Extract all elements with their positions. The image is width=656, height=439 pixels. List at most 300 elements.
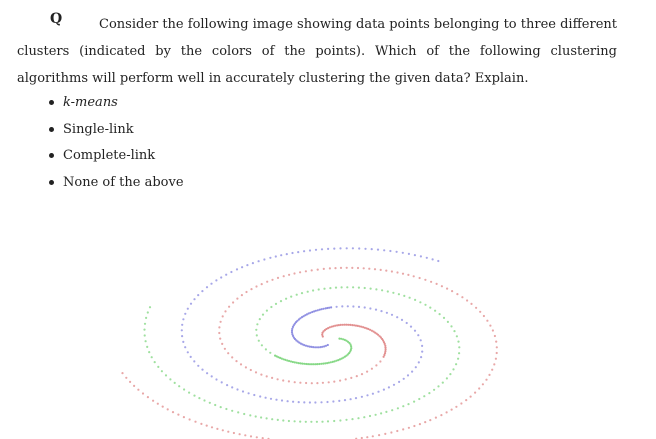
data-point <box>435 417 437 419</box>
data-point <box>440 414 442 416</box>
data-point <box>303 250 305 252</box>
data-point <box>340 324 342 326</box>
answer-options <box>48 91 184 198</box>
data-point <box>219 338 221 340</box>
data-point <box>389 250 391 252</box>
data-point <box>218 332 220 334</box>
data-point <box>265 397 267 399</box>
data-point <box>137 389 139 391</box>
data-point <box>330 361 332 363</box>
data-point <box>323 268 325 270</box>
data-point <box>250 369 252 371</box>
data-point <box>214 404 216 406</box>
data-point <box>322 363 324 365</box>
data-point <box>314 401 316 403</box>
data-point <box>489 325 491 327</box>
data-point <box>310 421 312 423</box>
data-point <box>339 247 341 249</box>
data-point <box>246 264 248 266</box>
data-point <box>250 288 252 290</box>
data-point <box>258 260 260 262</box>
data-point <box>182 341 184 343</box>
data-point <box>458 352 460 354</box>
data-point <box>402 252 404 254</box>
data-point <box>369 307 371 309</box>
data-point <box>443 317 445 319</box>
data-point <box>449 373 451 375</box>
data-point <box>266 310 268 312</box>
data-point <box>236 268 238 270</box>
data-point <box>201 290 203 292</box>
data-point <box>169 378 171 380</box>
data-point <box>266 375 268 377</box>
data-point <box>371 248 373 250</box>
data-point <box>380 269 382 271</box>
data-point <box>384 433 386 435</box>
data-point <box>152 400 154 402</box>
data-point <box>320 346 322 348</box>
data-point <box>340 267 342 269</box>
data-point <box>495 341 497 343</box>
data-point <box>256 436 258 438</box>
data-point <box>406 322 408 324</box>
data-point <box>369 415 371 417</box>
data-point <box>225 274 227 276</box>
data-point <box>172 411 174 413</box>
data-point <box>233 432 235 434</box>
data-point <box>457 358 459 360</box>
data-point <box>403 295 405 297</box>
data-point <box>206 286 208 288</box>
data-point <box>318 288 320 290</box>
data-point <box>434 310 436 312</box>
data-point <box>391 409 393 411</box>
data-point <box>230 271 232 273</box>
data-point <box>271 377 273 379</box>
data-point <box>384 347 386 349</box>
data-point <box>418 361 420 363</box>
data-point <box>419 301 421 303</box>
data-point <box>274 355 276 357</box>
data-point <box>316 346 318 348</box>
spiral-clusters-figure <box>0 200 656 439</box>
data-point <box>148 351 150 353</box>
data-point <box>181 329 183 331</box>
data-point <box>315 363 317 365</box>
data-point <box>341 286 343 288</box>
data-point <box>418 398 420 400</box>
data-point <box>149 306 151 308</box>
data-point <box>341 305 343 307</box>
data-point <box>197 365 199 367</box>
data-point <box>478 387 480 389</box>
data-point <box>329 287 331 289</box>
data-point <box>417 334 419 336</box>
data-point <box>226 384 228 386</box>
data-point <box>335 360 337 362</box>
data-point <box>201 369 203 371</box>
data-point <box>183 388 185 390</box>
data-point <box>312 289 314 291</box>
data-point <box>356 375 358 377</box>
data-point <box>335 287 337 289</box>
data-point <box>260 374 262 376</box>
data-point <box>358 287 360 289</box>
data-point <box>320 363 322 365</box>
data-point <box>266 281 268 283</box>
data-point <box>410 326 412 328</box>
data-point <box>215 378 217 380</box>
data-point <box>283 275 285 277</box>
data-point <box>266 417 268 419</box>
data-point <box>255 329 257 331</box>
data-point <box>161 370 163 372</box>
data-point <box>258 340 260 342</box>
data-point <box>428 392 430 394</box>
data-point <box>248 392 250 394</box>
data-point <box>288 274 290 276</box>
data-point <box>393 384 395 386</box>
data-point <box>329 267 331 269</box>
data-point <box>231 410 233 412</box>
data-point <box>413 425 415 427</box>
data-point <box>450 325 452 327</box>
data-point <box>447 321 449 323</box>
option-single-link: Single-link <box>48 118 184 145</box>
data-point <box>372 435 374 437</box>
data-point <box>259 318 261 320</box>
data-point <box>193 298 195 300</box>
data-point <box>309 312 311 314</box>
data-point <box>345 419 347 421</box>
data-point <box>352 286 354 288</box>
data-point <box>220 321 222 323</box>
data-point <box>193 360 195 362</box>
data-point <box>358 247 360 249</box>
data-point <box>364 287 366 289</box>
data-point <box>403 378 405 380</box>
data-point <box>430 281 432 283</box>
data-point <box>290 360 292 362</box>
data-point <box>320 401 322 403</box>
data-point <box>424 421 426 423</box>
data-point <box>368 268 370 270</box>
data-point <box>407 374 409 376</box>
data-point <box>452 368 454 370</box>
data-point <box>344 399 346 401</box>
data-point <box>374 268 376 270</box>
data-point <box>144 323 146 325</box>
data-point <box>167 408 169 410</box>
data-point <box>299 362 301 364</box>
data-point <box>121 372 123 374</box>
data-point <box>326 401 328 403</box>
data-point <box>200 423 202 425</box>
data-point <box>342 324 344 326</box>
data-point <box>320 308 322 310</box>
data-point <box>210 283 212 285</box>
data-point <box>277 419 279 421</box>
data-point <box>303 363 305 365</box>
data-point <box>465 399 467 401</box>
data-point <box>292 401 294 403</box>
data-point <box>288 380 290 382</box>
data-point <box>231 356 233 358</box>
data-point <box>426 257 428 259</box>
data-point <box>245 366 247 368</box>
data-point <box>280 300 282 302</box>
data-point <box>240 363 242 365</box>
data-point <box>496 346 498 348</box>
data-point <box>372 393 374 395</box>
data-point <box>277 277 279 279</box>
data-point <box>184 346 186 348</box>
data-point <box>275 399 277 401</box>
data-point <box>305 270 307 272</box>
data-point <box>255 285 257 287</box>
data-point <box>378 434 380 436</box>
data-point <box>391 270 393 272</box>
data-point <box>129 381 131 383</box>
data-point <box>442 382 444 384</box>
data-point <box>147 396 149 398</box>
data-point <box>256 334 258 336</box>
data-point <box>227 431 229 433</box>
data-point <box>366 371 368 373</box>
data-point <box>349 324 351 326</box>
data-point <box>351 418 353 420</box>
data-point <box>424 304 426 306</box>
data-point <box>414 299 416 301</box>
data-point <box>270 306 272 308</box>
data-point <box>154 361 156 363</box>
data-point <box>385 270 387 272</box>
data-point <box>398 293 400 295</box>
data-point <box>301 292 303 294</box>
data-point <box>328 307 330 309</box>
data-point <box>346 324 348 326</box>
data-point <box>429 307 431 309</box>
data-point <box>225 408 227 410</box>
data-point <box>347 305 349 307</box>
data-point <box>125 377 127 379</box>
data-point <box>402 405 404 407</box>
data-point <box>361 373 363 375</box>
data-point <box>479 311 481 313</box>
data-point <box>216 428 218 430</box>
data-point <box>429 419 431 421</box>
data-point <box>396 316 398 318</box>
data-point <box>222 429 224 431</box>
data-point <box>423 395 425 397</box>
data-point <box>190 303 192 305</box>
data-point <box>383 356 385 358</box>
data-point <box>265 348 267 350</box>
data-point <box>227 352 229 354</box>
data-point <box>326 362 328 364</box>
data-point <box>346 286 348 288</box>
data-point <box>292 361 294 363</box>
data-point <box>243 413 245 415</box>
data-point <box>307 291 309 293</box>
data-point <box>322 308 324 310</box>
data-point <box>461 296 463 298</box>
data-point <box>146 346 148 348</box>
data-point <box>287 400 289 402</box>
data-point <box>236 298 238 300</box>
data-point <box>181 324 183 326</box>
data-point <box>333 420 335 422</box>
data-point <box>396 430 398 432</box>
data-point <box>261 344 263 346</box>
data-point <box>220 406 222 408</box>
data-point <box>364 306 366 308</box>
data-point <box>157 366 159 368</box>
data-point <box>420 356 422 358</box>
data-point <box>296 294 298 296</box>
data-point <box>485 379 487 381</box>
data-point <box>303 401 305 403</box>
data-point <box>144 334 146 336</box>
data-point <box>147 311 149 313</box>
data-point <box>437 385 439 387</box>
data-point <box>165 374 167 376</box>
data-point <box>390 431 392 433</box>
data-point <box>387 290 389 292</box>
data-point <box>370 288 372 290</box>
data-point <box>275 255 277 257</box>
data-point <box>237 411 239 413</box>
data-point <box>383 389 385 391</box>
data-point <box>133 385 135 387</box>
data-point <box>436 283 438 285</box>
data-point <box>419 277 421 279</box>
data-point <box>187 351 189 353</box>
data-point <box>286 359 288 361</box>
question-text: Consider the following image showing data points belonging to three different clusters (indicated by the colors of the points). Which of the following clustering algorithms will perform well in accurately clustering the given data? Explain. <box>17 17 618 86</box>
data-point <box>455 363 457 365</box>
data-point <box>293 272 295 274</box>
data-point <box>319 309 321 311</box>
data-point <box>451 409 453 411</box>
data-point <box>446 411 448 413</box>
data-point <box>366 436 368 438</box>
data-point <box>181 335 183 337</box>
data-point <box>488 374 490 376</box>
data-point <box>419 423 421 425</box>
data-point <box>261 283 263 285</box>
cluster-red <box>121 267 498 439</box>
data-point <box>309 401 311 403</box>
data-point <box>466 299 468 301</box>
data-point <box>332 400 334 402</box>
data-point <box>352 247 354 249</box>
data-point <box>453 330 455 332</box>
data-point <box>298 401 300 403</box>
data-point <box>221 343 223 345</box>
data-point <box>290 296 292 298</box>
data-point <box>282 419 284 421</box>
data-point <box>358 306 360 308</box>
data-point <box>151 356 153 358</box>
data-point <box>357 267 359 269</box>
data-point <box>420 339 422 341</box>
data-point <box>475 307 477 309</box>
data-point <box>332 361 334 363</box>
data-point <box>380 412 382 414</box>
option-none: None of the above <box>48 171 184 198</box>
data-point <box>228 306 230 308</box>
data-point <box>224 310 226 312</box>
data-point <box>397 407 399 409</box>
data-point <box>145 340 147 342</box>
data-point <box>182 318 184 320</box>
data-point <box>415 366 417 368</box>
data-point <box>439 313 441 315</box>
data-point <box>496 352 498 354</box>
data-point <box>398 381 400 383</box>
data-point <box>351 267 353 269</box>
data-point <box>375 309 377 311</box>
data-point <box>407 403 409 405</box>
data-point <box>386 312 388 314</box>
data-point <box>491 369 493 371</box>
data-point <box>363 267 365 269</box>
data-point <box>470 303 472 305</box>
data-point <box>280 254 282 256</box>
data-point <box>145 317 147 319</box>
data-point <box>493 363 495 365</box>
data-point <box>316 382 318 384</box>
data-point <box>347 324 349 326</box>
data-point <box>270 398 272 400</box>
data-point <box>317 309 319 311</box>
data-point <box>363 416 365 418</box>
data-point <box>446 377 448 379</box>
data-point <box>408 253 410 255</box>
data-point <box>294 361 296 363</box>
data-point <box>315 310 317 312</box>
data-point <box>236 388 238 390</box>
data-point <box>492 329 494 331</box>
data-point <box>211 426 213 428</box>
cluster-blue <box>181 247 440 403</box>
option-complete-link: Complete-link <box>48 144 184 171</box>
data-point <box>224 348 226 350</box>
data-point <box>244 434 246 436</box>
data-point <box>198 397 200 399</box>
data-point <box>421 345 423 347</box>
data-point <box>327 420 329 422</box>
data-point <box>421 351 423 353</box>
data-point <box>495 358 497 360</box>
data-point <box>142 392 144 394</box>
data-point <box>318 363 320 365</box>
data-point <box>231 386 233 388</box>
data-point <box>322 382 324 384</box>
data-point <box>311 363 313 365</box>
data-point <box>285 298 287 300</box>
data-point <box>346 247 348 249</box>
data-point <box>338 324 340 326</box>
data-point <box>203 399 205 401</box>
data-point <box>402 273 404 275</box>
data-point <box>413 275 415 277</box>
data-point <box>474 392 476 394</box>
data-point <box>402 428 404 430</box>
data-point <box>209 402 211 404</box>
data-point <box>256 323 258 325</box>
